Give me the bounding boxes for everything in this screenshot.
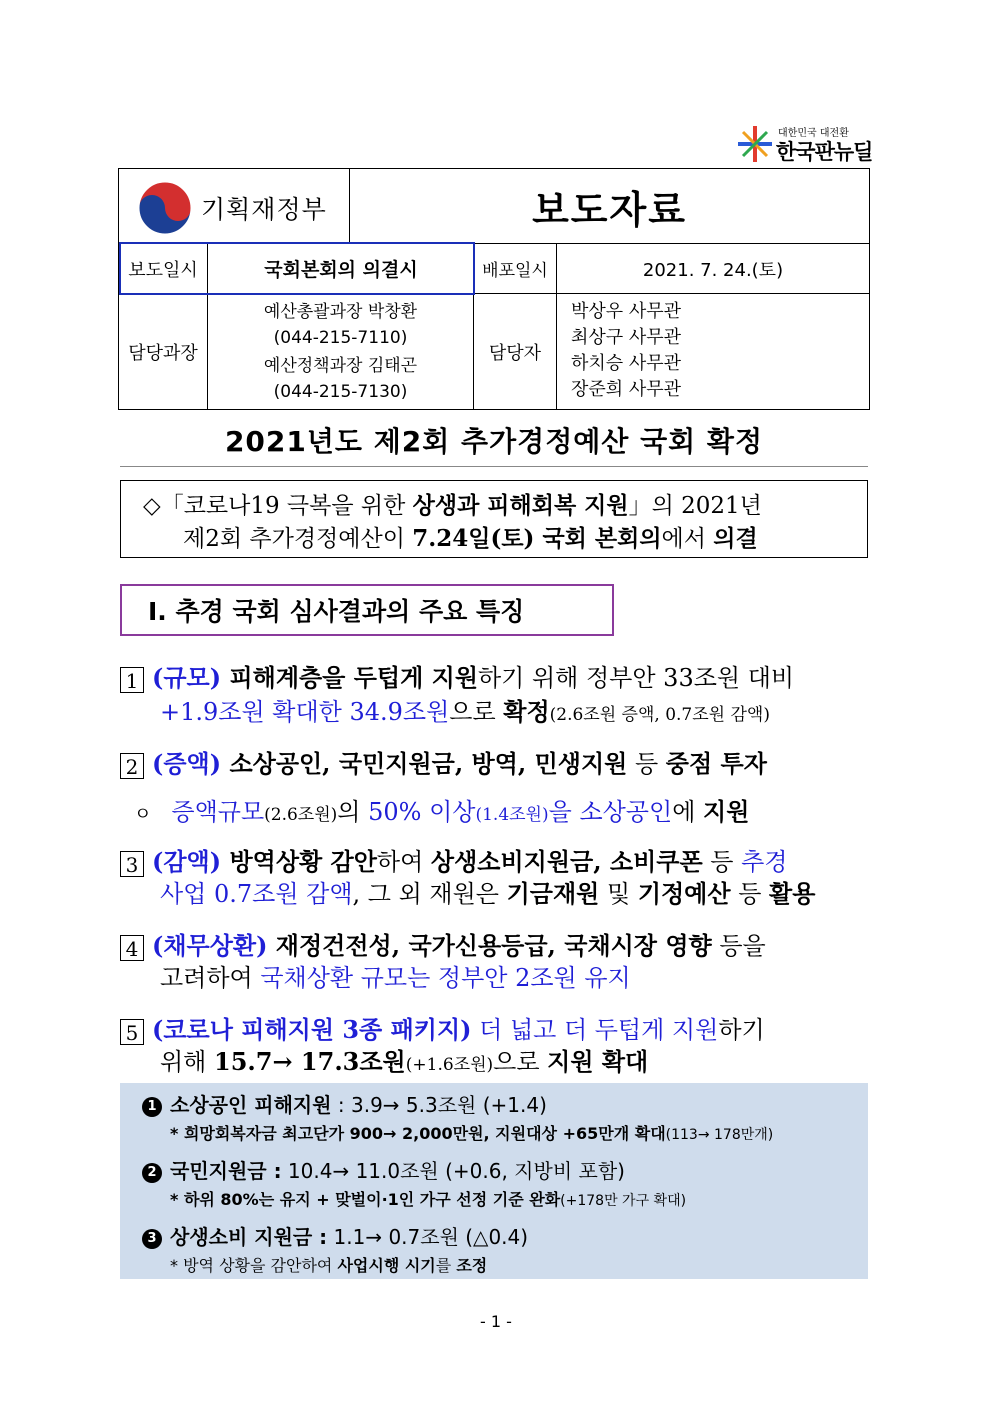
page-number: - 1 -	[480, 1312, 512, 1331]
ministry-name: 기획재정부	[201, 195, 327, 224]
release-time-label: 보도일시	[128, 259, 198, 281]
item-highlight: 국채상환 규모는 정부안 2조원 유지	[260, 964, 631, 992]
staff-member: 하치승 사무관	[571, 353, 682, 374]
item-highlight: 50% 이상	[368, 798, 476, 826]
item-text: 등	[730, 880, 770, 908]
detail-title: 소상공인 피해지원	[170, 1093, 332, 1117]
summary-text: 에서	[661, 526, 714, 552]
item-tag: (감액)	[152, 847, 222, 876]
detail-value: 10.4→ 11.0조원 (+0.6, 지방비 포함)	[281, 1159, 625, 1183]
dept-head-1: 예산총괄과장 박창환	[263, 302, 418, 322]
item-number: 3	[120, 851, 144, 877]
item-note: (+1.6조원)	[405, 1055, 494, 1075]
item-text: 지원	[703, 797, 750, 826]
release-time-value-box	[119, 242, 475, 295]
dept-head-2: 예산정책과장 김태곤	[263, 356, 418, 376]
item-text: 피해계층을 두텁게 지원	[221, 663, 478, 692]
detail-value: : 3.9→ 5.3조원 (+1.4)	[331, 1093, 547, 1117]
detail-2-note	[170, 1187, 686, 1210]
department-contacts	[208, 299, 473, 405]
item-number: 2	[120, 753, 144, 779]
detail-1	[142, 1089, 547, 1118]
item-text: 으로	[449, 698, 504, 726]
detail-note: 조정	[456, 1256, 488, 1275]
taegeuk-icon	[137, 180, 193, 236]
item-tag: (채무상환)	[152, 931, 268, 960]
staff-list	[571, 299, 681, 403]
detail-2	[142, 1155, 625, 1184]
item-text: 상생소비지원금, 소비쿠폰	[430, 847, 703, 876]
detail-title: 국민지원금 :	[170, 1159, 282, 1183]
item-highlight: 추경	[741, 848, 788, 876]
item-text: 하기	[718, 1016, 765, 1044]
summary-box	[120, 480, 868, 558]
item-highlight: 사업 0.7조원 감액	[160, 880, 353, 908]
detail-note: (+178만 가구 확대)	[560, 1193, 687, 1209]
item-tag: (증액)	[152, 749, 222, 778]
detail-note: * 희망회복자금 최고단가 900→ 2,000만원, 지원대상 +65만개 확대	[170, 1124, 666, 1143]
summary-highlight: 상생과 피해회복 지원	[412, 492, 629, 519]
detail-title: 상생소비 지원금 :	[170, 1225, 328, 1249]
press-release-title: 보도자료	[532, 187, 687, 232]
item-note: (1.4조원)	[475, 805, 549, 825]
item-increase-sub	[134, 792, 749, 827]
detail-1-note	[170, 1121, 773, 1144]
dept-head-1-phone: (044-215-7110)	[273, 328, 408, 348]
item-text: 등을	[711, 932, 766, 960]
brand-name: 한국판뉴딜	[776, 140, 873, 164]
item-tag: (코로나 피해지원 3종 패키지)	[152, 1015, 472, 1044]
item-text: 위해	[160, 1048, 214, 1076]
item-text: 확정	[503, 697, 550, 726]
title-divider	[120, 466, 868, 467]
new-deal-star-icon	[736, 124, 774, 164]
number-circle-icon: 2	[142, 1163, 162, 1183]
item-highlight: +1.9조원 확대한 34.9조원	[160, 698, 450, 726]
item-text: 등	[702, 848, 742, 876]
item-text: , 그 외 재원은	[352, 880, 507, 908]
detail-note: 사업시행 시기	[337, 1256, 436, 1275]
release-time-value: 국회본회의 의결시	[264, 259, 418, 281]
detail-note: * 방역 상황을 감안하여	[170, 1256, 338, 1275]
item-text: 기금재원	[506, 879, 600, 908]
item-tag: (규모)	[152, 663, 222, 692]
item-text: 등	[627, 750, 666, 778]
summary-line-2	[183, 520, 758, 553]
item-scale	[120, 658, 794, 693]
item-text: 으로	[493, 1048, 548, 1076]
detail-value: 1.1→ 0.7조원 (△0.4)	[327, 1225, 529, 1249]
brand-tagline: 대한민국 대전환	[778, 128, 849, 139]
item-text: 의	[337, 798, 369, 826]
press-header-table	[118, 168, 870, 410]
distribution-date: 2021. 7. 24.(토)	[642, 259, 784, 281]
item-text: 기정예산	[637, 879, 731, 908]
korean-new-deal-logo	[736, 122, 876, 166]
item-highlight: 을 소상공인	[548, 798, 673, 826]
item-debt-cont	[160, 958, 631, 993]
item-text: 중점 투자	[665, 749, 767, 778]
item-number: 4	[120, 935, 144, 961]
item-decrease-cont	[160, 874, 815, 909]
dept-head-2-phone: (044-215-7130)	[273, 382, 408, 402]
detail-3	[142, 1221, 528, 1250]
number-circle-icon: 1	[142, 1097, 162, 1117]
item-text: 하기 위해 정부안 33조원 대비	[478, 664, 795, 692]
department-label: 담당과장	[128, 342, 198, 364]
item-text: 15.7→ 17.3조원	[214, 1047, 406, 1076]
package-details-box	[120, 1083, 868, 1279]
summary-line-1	[143, 487, 762, 520]
section-heading: Ⅰ. 추경 국회 심사결과의 주요 특징	[120, 584, 614, 636]
item-number: 1	[120, 667, 144, 693]
distribution-label: 배포일시	[482, 261, 548, 281]
item-number: 5	[120, 1019, 144, 1045]
item-package	[120, 1010, 765, 1045]
summary-text: 제2회 추가경정예산이	[183, 526, 413, 552]
item-text: 재정건전성, 국가신용등급, 국채시장 영향	[267, 931, 712, 960]
item-highlight: 더 넓고 더 두텁게 지원	[471, 1016, 719, 1044]
item-increase	[120, 744, 767, 779]
item-text: 활용	[769, 879, 816, 908]
staff-member: 최상구 사무관	[571, 327, 682, 348]
item-note: (2.6조원)	[264, 805, 338, 825]
press-release-title-cell	[350, 169, 869, 243]
item-debt	[120, 926, 766, 961]
item-text: 소상공인, 국민지원금, 방역, 민생지원	[221, 749, 628, 778]
detail-note: * 하위 80%는 유지 + 맞벌이·1인 가구 선정 기준 완화	[170, 1190, 561, 1209]
document-title: 2021년도 제2회 추가경정예산 국회 확정	[224, 425, 764, 458]
item-package-cont	[160, 1042, 648, 1077]
detail-note: (113→ 178만개)	[665, 1127, 774, 1143]
detail-3-note	[170, 1253, 487, 1276]
item-text: 고려하여	[160, 964, 261, 992]
staff-label: 담당자	[488, 342, 542, 364]
summary-highlight: 의결	[713, 525, 758, 552]
detail-note: 를	[435, 1256, 457, 1275]
item-highlight: 증액규모	[171, 798, 265, 826]
summary-text: 」의 2021년	[628, 493, 762, 519]
ministry-logo	[137, 179, 337, 237]
summary-highlight: 7.24일(토) 국회 본회의	[412, 525, 662, 552]
bullet: ㅇ	[134, 804, 152, 825]
item-text: 및	[599, 880, 638, 908]
staff-member: 박상우 사무관	[571, 301, 682, 322]
item-decrease	[120, 842, 787, 877]
item-text: 방역상황 감안	[221, 847, 377, 876]
item-text: 하여	[376, 848, 431, 876]
item-note: (2.6조원 증액, 0.7조원 감액)	[549, 705, 770, 725]
item-text: 지원 확대	[547, 1047, 649, 1076]
number-circle-icon: 3	[142, 1229, 162, 1249]
item-text: 에	[672, 798, 704, 826]
staff-member: 장준희 사무관	[571, 379, 682, 400]
summary-text: ◇「코로나19 극복을 위한	[143, 493, 413, 519]
item-scale-cont	[160, 692, 770, 727]
